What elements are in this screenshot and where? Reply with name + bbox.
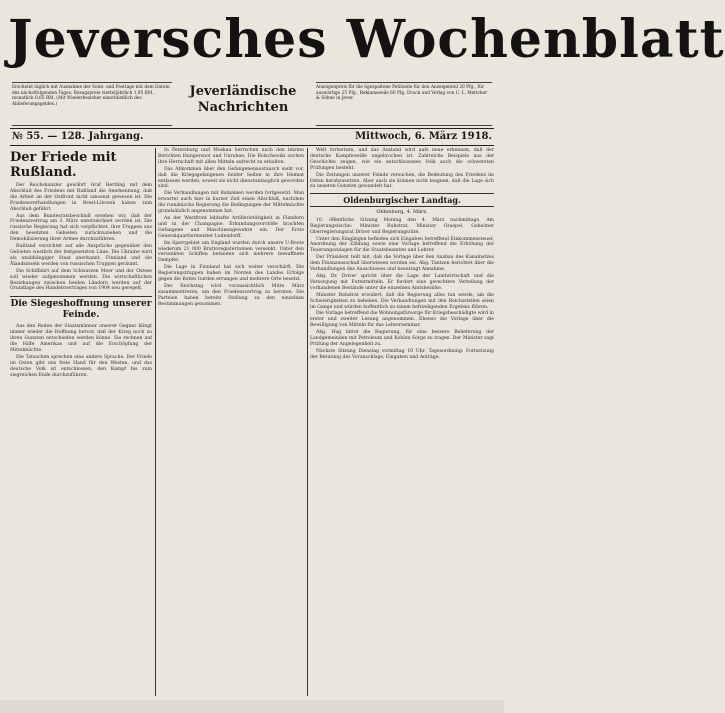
article-paragraph: Die Schiffahrt auf dem Schwarzen Meer und der Ostsee soll wieder aufgenommen werden. Die wirtschaftlichen Beziehungen zwischen beiden Ländern werden auf der Grundlage des Handelsvertrages von 1904 neu geregelt. bbox=[10, 268, 152, 292]
article-paragraph: Die Zeitungen unserer Feinde versuchen, die Bedeutung des Friedens im Osten herabzusetzen. Aber auch sie können nicht leugnen, daß die Lage sich zu unseren Gunsten gewandelt hat. bbox=[310, 172, 494, 190]
article-paragraph: Die Lage in Finnland hat sich weiter verschärft. Die Regierungstruppen haben im Norden des Landes Erfolge gegen die Roten Garden errungen und mehrere Orte besetzt. bbox=[158, 265, 304, 283]
article-paragraph: Nächste Sitzung Dienstag vormittag 10 Uhr. Tagesordnung: Fortsetzung der Beratung des Voranschlags, Eingaben und Anträge. bbox=[310, 348, 494, 360]
column-3 bbox=[310, 148, 494, 696]
article-paragraph: Abg. Hug bittet die Regierung, für eine bessere Belieferung der Landgemeinden mit Petroleum und Kohlen Sorge zu tragen. Der Minister sagt Prüfung der Angelegenheit zu. bbox=[310, 330, 494, 347]
issue-date: Mittwoch, 6. März 1918. bbox=[355, 131, 492, 142]
article-paragraph: Abg. Dr. Driver spricht über die Lage der Landwirtschaft und die Versorgung mit Futtermitteln. Er fordert eine gerechtere Verteilung der vorhandenen Bestände unter die einzelnen Amtsbezirke. bbox=[310, 274, 494, 291]
article-paragraph: 10. öffentliche Sitzung Montag den 4. März nachmittags. Am Regierungstische: Minister Ruhstrat, Minister Graepel, Geheimer Oberregierungsrat Driver und Regierungsräte. bbox=[310, 217, 494, 235]
article-headline: Die Siegeshoffnung unserer Feinde. bbox=[10, 296, 152, 321]
article-paragraph: Unter den Eingängen befinden sich Eingaben betreffend Einkommensteuer, Anordnung der Zählung sowie eine Vorlage betreffend die Erhöhung der Teuerungszulagen für die Staatsbeamten und Lehrer. bbox=[310, 236, 494, 254]
issue-bar bbox=[10, 128, 494, 146]
article-paragraph: Die Verhandlungen mit Rumänien werden fortgesetzt. Man erwartet auch hier in kurzer Zeit einen Abschluß, nachdem die rumänische Regierung die Bedingungen der Mittelmächte grundsätzlich angenommen hat. bbox=[158, 191, 304, 215]
issue-year: 128. Jahrgang. bbox=[60, 131, 144, 142]
article-paragraph: Rußland verzichtet auf alle Ansprüche gegenüber den Gebieten westlich der festgesetzten Linie. Die Ukraine wird als unabhängiger Staat anerkannt. Finnland und die Ålandsinseln werden von russischen Truppen geräumt. bbox=[10, 244, 152, 267]
issue-number-year: № 55. — 128. Jahrgang. bbox=[12, 131, 144, 142]
advertising-info-box: Anzeigenpreis für die 6gespaltene Petitzeile für den Anzeigenteil 20 Pfg., für auswärtige 25 Pfg., Reklamezeile 60 Pfg. Druck und Verlag von C. L. Mettcker & Söhne in Jever. bbox=[316, 82, 492, 126]
article-paragraph: Der Reichstag wird voraussichtlich Mitte März zusammentreten, um den Friedensvertrag zu beraten. Die Parteien haben bereits Stellung zu den einzelnen Bestimmungen genommen. bbox=[158, 283, 304, 307]
subtitle-line-1: Jeverländische bbox=[189, 84, 297, 99]
column-1 bbox=[10, 148, 152, 696]
page-bottom-margin bbox=[0, 700, 504, 713]
column-2 bbox=[158, 148, 304, 696]
article-paragraph: Der Reichskanzler gewährt Graf Hertling mit dem Abschluß des Friedens mit Rußland die Anerkennung, daß die Arbeit an der Ostfront nicht umsonst gewesen ist. Die Friedensverhandlungen in Brest-Litowsk haben zum Abschluß geführt. bbox=[10, 183, 152, 212]
article-paragraph: Welt fortsetzen, und das Ausland wird aufs neue erkennen, daß der deutsche Kampfeswille ungebrochen ist. Zahlreiche Beispiele aus der Geschichte zeigen, wie ein entschlossenes Volk auch die schwersten Prüfungen besteht. bbox=[310, 148, 494, 171]
column-divider bbox=[155, 148, 156, 696]
article-headline: Der Friede mit Rußland. bbox=[10, 150, 117, 180]
masthead-title: Jeversches Wochenblatt bbox=[8, 9, 725, 70]
issue-number: № 55. bbox=[12, 131, 44, 142]
article-paragraph: Minister Ruhstrat erwidert, daß die Regierung alles tun werde, um die Schwierigkeiten zu beheben. Die Verhandlungen mit den Reichsstellen seien im Gange und würden hoffentlich zu einem befriedigenden Ergebnis führen. bbox=[310, 292, 494, 310]
article-paragraph: Aus dem Bundesratsbeschluß ersehen wir, daß der Friedensvertrag am 3. März unterzeichnet worden ist. Die russische Regierung hat sich verpflichtet, ihre Truppen aus den besetzten Gebieten zurückzuziehen und die Demobilisierung ihrer Armee durchzuführen. bbox=[10, 213, 152, 243]
subtitle-line-2: Nachrichten bbox=[197, 100, 289, 115]
article-paragraph: In Petersburg und Moskau herrschen nach den letzten Berichten Hungersnot und Unruhen. Die Bolschewiki suchen ihre Herrschaft mit allen Mitteln aufrecht zu erhalten. bbox=[158, 148, 304, 165]
section-heading: Oldenburgischer Landtag. bbox=[310, 193, 494, 207]
subtitle-block bbox=[178, 84, 308, 118]
column-divider bbox=[307, 148, 308, 696]
article-paragraph: Der Präsident teilt mit, daß die Vorlage über den Ausbau des Kanalnetzes dem Finanzausschuß überwiesen worden sei. Abg. Tantzen berichtet über die Verhandlungen des Ausschusses und beantragt Annahme. bbox=[310, 255, 494, 273]
article-paragraph: An der Westfront lebhafte Artillerietätigkeit in Flandern und in der Champagne. Erkundungsvorstöße brachten Gefangene und Maschinengewehre ein. Der Erste Generalquartiermeister Ludendorff. bbox=[158, 215, 304, 239]
article-paragraph: Die Tatsachen sprechen eine andere Sprache. Der Friede im Osten gibt uns freie Hand für den Westen, und das deutsche Volk ist entschlossen, den Kampf bis zum siegreichen Ende durchzuführen. bbox=[10, 354, 152, 378]
article-paragraph: Die Vorlage betreffend die Wohnungsfürsorge für Kriegsbeschädigte wird in erster und zweiter Lesung angenommen. Ebenso die Vorlage über die Bewilligung von Mitteln für das Lehrerseminar. bbox=[310, 311, 494, 329]
section-dateline: Oldenburg, 4. März. bbox=[376, 209, 428, 216]
article-paragraph: Das Abkommen über den Gefangenenaustausch sieht vor, daß die Kriegsgefangenen beider Seiten in ihre Heimat entlassen werden, soweit sie nicht dienstuntauglich geworden sind. bbox=[158, 166, 304, 190]
article-paragraph: Aus den Reden der Staatsmänner unserer Gegner klingt immer wieder die Hoffnung hervor, daß der Krieg noch zu ihren Gunsten entschieden werden könne. Sie rechnen auf die Hilfe Amerikas und auf die Erschöpfung der Mittelmächte. bbox=[10, 324, 152, 353]
article-paragraph: Im Sperrgebiet um England wurden durch unsere U-Boote wiederum 21 000 Bruttoregistertonnen versenkt. Unter den versenkten Schiffen befanden sich mehrere bewaffnete Dampfer. bbox=[158, 240, 304, 264]
subscription-info-box: Erscheint täglich mit Ausnahme der Sonn- und Festtage mit dem Datum des nächstfolgenden Tages. Bezugspreis vierteljährlich 1,95 RM., monatlich 0,65 RM. (Mit Wiederbezieher einschließlich des Ablieferungsgeldes.) bbox=[12, 82, 172, 126]
